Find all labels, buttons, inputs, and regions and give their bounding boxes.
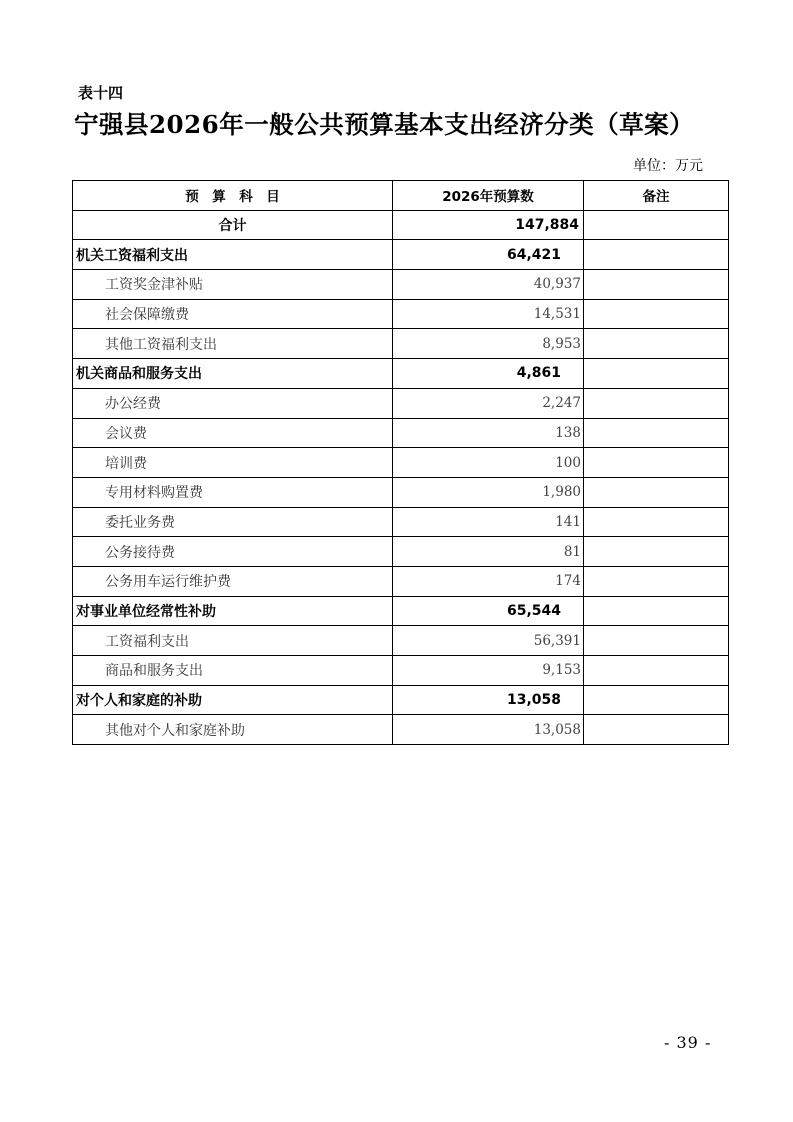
- item-note: [584, 270, 729, 300]
- table-row: [73, 299, 729, 329]
- category-value: 4,861: [393, 359, 584, 389]
- item-label: 专用材料购置费: [73, 477, 393, 507]
- table-row: [73, 507, 729, 537]
- category-value: 65,544: [393, 596, 584, 626]
- category-value: 64,421: [393, 240, 584, 270]
- header-item: 预 算 科 目: [73, 181, 393, 211]
- table-row: [73, 329, 729, 359]
- item-label: 工资奖金津补贴: [73, 270, 393, 300]
- item-value: 14,531: [393, 299, 584, 329]
- category-row: [73, 685, 729, 715]
- item-note: [584, 418, 729, 448]
- budget-table: [72, 180, 729, 745]
- category-note: [584, 359, 729, 389]
- total-label: 合计: [73, 210, 393, 240]
- table-row: [73, 537, 729, 567]
- table-row: [73, 448, 729, 478]
- item-value: 138: [393, 418, 584, 448]
- item-note: [584, 299, 729, 329]
- item-label: 公务接待费: [73, 537, 393, 567]
- item-value: 174: [393, 566, 584, 596]
- item-note: [584, 715, 729, 745]
- total-note: [584, 210, 729, 240]
- item-note: [584, 537, 729, 567]
- header-value: 2026年预算数: [393, 181, 584, 211]
- category-row: [73, 240, 729, 270]
- item-label: 会议费: [73, 418, 393, 448]
- item-value: 81: [393, 537, 584, 567]
- table-row: [73, 477, 729, 507]
- category-label: 对事业单位经常性补助: [73, 596, 393, 626]
- category-label: 机关商品和服务支出: [73, 359, 393, 389]
- page-number: - 39 -: [664, 1033, 712, 1052]
- header-note: 备注: [584, 181, 729, 211]
- item-value: 56,391: [393, 626, 584, 656]
- category-note: [584, 685, 729, 715]
- table-row: [73, 388, 729, 418]
- category-row: [73, 596, 729, 626]
- total-row: [73, 210, 729, 240]
- item-value: 40,937: [393, 270, 584, 300]
- item-note: [584, 566, 729, 596]
- table-row: [73, 715, 729, 745]
- item-note: [584, 477, 729, 507]
- category-note: [584, 596, 729, 626]
- table-row: [73, 270, 729, 300]
- unit-label: 单位：万元: [633, 158, 703, 174]
- item-label: 工资福利支出: [73, 626, 393, 656]
- category-label: 机关工资福利支出: [73, 240, 393, 270]
- item-note: [584, 507, 729, 537]
- table-row: [73, 656, 729, 686]
- table-row: [73, 566, 729, 596]
- page-title: 宁强县2026年一般公共预算基本支出经济分类（草案）: [74, 110, 695, 139]
- item-value: 8,953: [393, 329, 584, 359]
- item-note: [584, 448, 729, 478]
- item-label: 办公经费: [73, 388, 393, 418]
- item-note: [584, 388, 729, 418]
- item-value: 13,058: [393, 715, 584, 745]
- item-value: 9,153: [393, 656, 584, 686]
- item-value: 100: [393, 448, 584, 478]
- item-note: [584, 656, 729, 686]
- item-value: 2,247: [393, 388, 584, 418]
- header-row: [73, 181, 729, 211]
- item-label: 商品和服务支出: [73, 656, 393, 686]
- category-note: [584, 240, 729, 270]
- item-label: 公务用车运行维护费: [73, 566, 393, 596]
- table-row: [73, 418, 729, 448]
- total-value: 147,884: [393, 210, 584, 240]
- item-note: [584, 329, 729, 359]
- item-label: 培训费: [73, 448, 393, 478]
- item-label: 其他对个人和家庭补助: [73, 715, 393, 745]
- table-row: [73, 626, 729, 656]
- item-label: 社会保障缴费: [73, 299, 393, 329]
- item-label: 委托业务费: [73, 507, 393, 537]
- category-value: 13,058: [393, 685, 584, 715]
- item-label: 其他工资福利支出: [73, 329, 393, 359]
- item-value: 141: [393, 507, 584, 537]
- item-value: 1,980: [393, 477, 584, 507]
- item-note: [584, 626, 729, 656]
- table-label: 表十四: [78, 84, 124, 102]
- category-label: 对个人和家庭的补助: [73, 685, 393, 715]
- category-row: [73, 359, 729, 389]
